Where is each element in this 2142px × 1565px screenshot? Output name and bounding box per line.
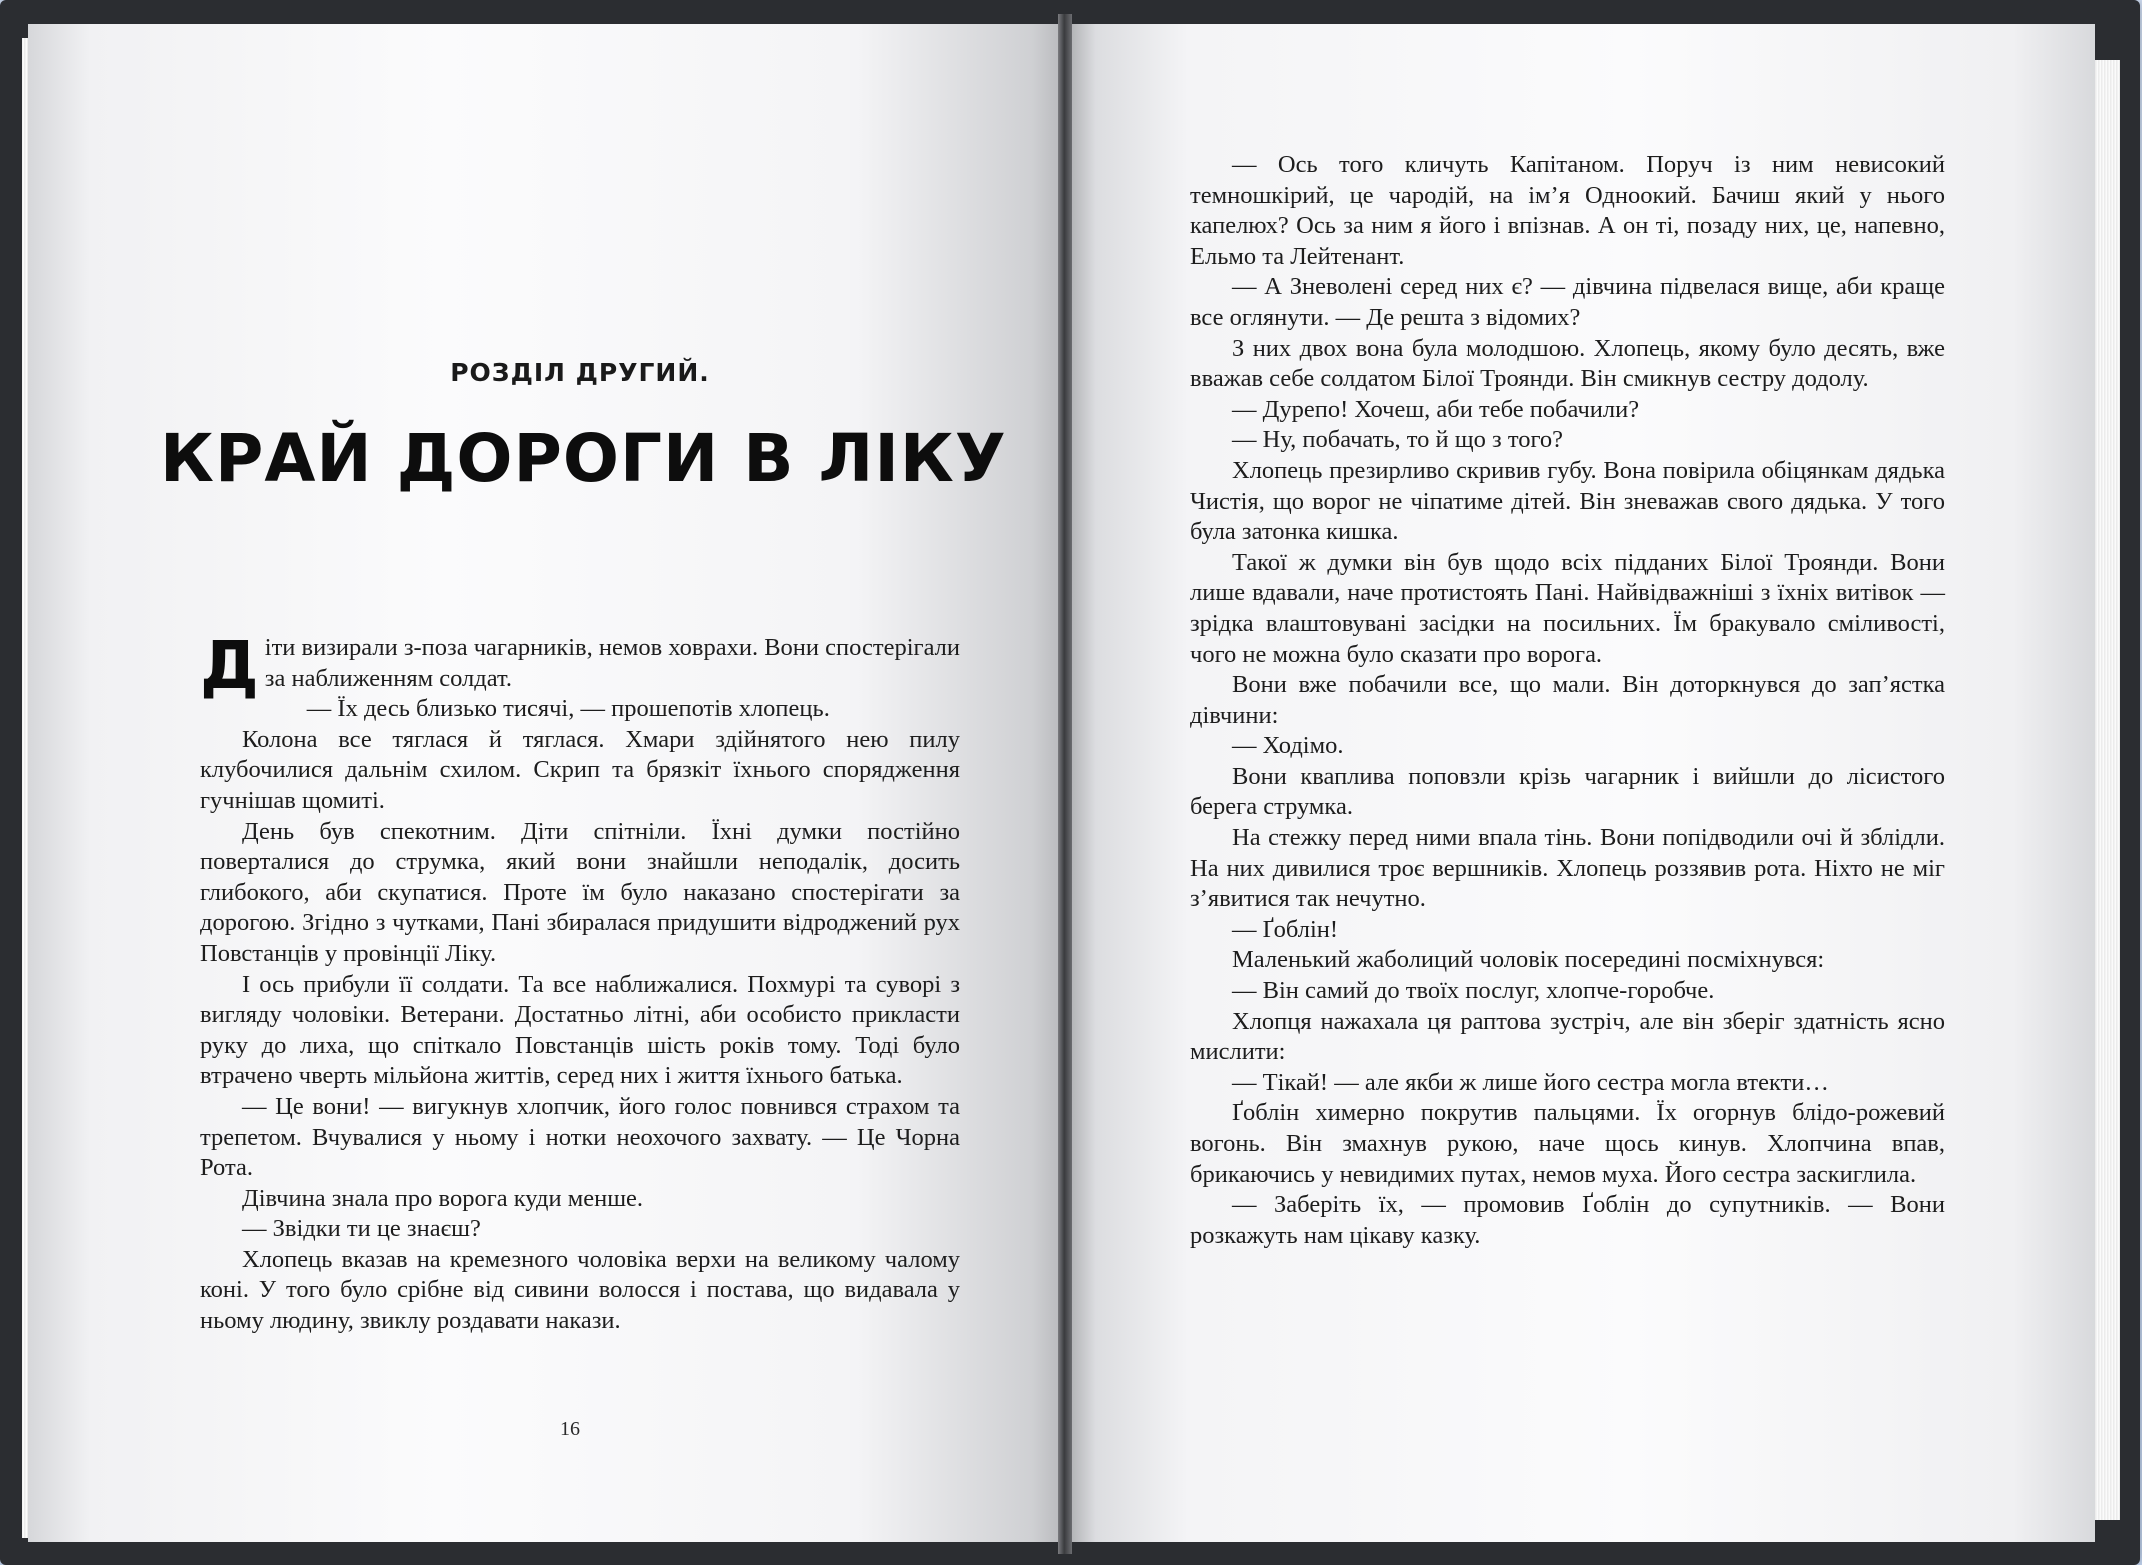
drop-cap: Д [200,627,259,704]
opening-paragraph-text: іти визирали з-поза чагарників, немов ховрахи. Вони спостерігали за наближенням солдат. [264,634,960,692]
paragraph: — Він самий до твоїх послуг, хлопче-горобче. [1232,977,1715,1005]
paragraph: — Ходімо. [1232,732,1344,760]
paragraph: День був спекотним. Діти спітніли. Їхні думки постійно поверталися до струмка, який вони знайшли неподалік, досить глибокого, аби скупатися. Проте їм було наказано спостерігати за дорогою. Згідно з чутками, Пані збиралася придушити відроджений рух Повстанців у провінції Ліку. [200,817,960,967]
paragraph: Хлопець презирливо скривив губу. Вона повірила обіцянкам дядька Чистія, що ворог не чіпатиме дітей. Він зневажав свого дядька. У того була затонка кишка. [1190,456,1945,546]
paragraph: — Дурепо! Хочеш, аби тебе побачили? [1232,395,1640,423]
paragraph: — Тікай! — але якби ж лише його сестра могла втекти… [1232,1068,1829,1096]
book-spine-gutter [1058,14,1072,1554]
paragraph: Колона все тяглася й тяглася. Хмари здійнятого нею пилу клубочилися дальнім схилом. Скрип та брязкіт їхнього спорядження гучнішав щомиті. [200,725,960,814]
paragraph: Такої ж думки він був щодо всіх підданих Білої Троянди. Вони лише вдавали, наче протистоять Пані. Найвідважніші з їхніх витівок — зрідка влаштовувані засідки на посильних. Їм бракувало сміливості, чого не можна було сказати про ворога. [1190,548,1945,668]
paragraph: — Їх десь близько тисячі, — прошепотів хлопець. [306,695,830,723]
paragraph: Дівчина знала про ворога куди менше. [242,1184,644,1212]
paragraph: — Ґоблін! [1232,915,1339,943]
paragraph: І ось прибули її солдати. Та все наближалися. Похмурі та суворі з вигляду чоловіки. Ветерани. Достатньо літні, аби особисто прикласти руку до лиха, що спіткало Повстанців шість років тому. Тоді було втрачено чверть мільйона життів, серед них і життя їхнього батька. [200,970,960,1090]
paragraph: На стежку перед ними впала тінь. Вони попідводили очі й зблідли. На них дивилися троє вершників. Хлопець роззявив рота. Ніхто не міг з’явитися так нечутно. [1190,824,1945,913]
opening-paragraph [200,627,960,704]
right-page-body [1190,150,1945,1251]
paragraph: Маленький жаболиций чоловік посередині посміхнувся: [1232,946,1825,974]
paragraph: З них двох вона була молодшою. Хлопець, якому було десять, вже вважав себе солдатом Білої Троянди. Він смикнув сестру додолу. [1190,334,1945,393]
left-page-body [200,627,960,1337]
paragraph: Вони кваплива поповзли крізь чагарник і вийшли до лісистого берега струмка. [1190,762,1945,821]
paragraph: — Звідки ти це знаєш? [242,1215,481,1243]
paragraph: — Ну, побачать, то й що з того? [1232,426,1564,454]
page-number: 16 [560,1418,580,1440]
paragraph: Ґоблін химерно покрутив пальцями. Їх огорнув блідо-рожевий вогонь. Він змахнув рукою, наче щось кинув. Хлопчина впав, брикаючись у невидимих путах, немов муха. Його сестра заскиглила. [1190,1099,1945,1188]
paragraph: — Заберіть їх, — промовив Ґоблін до супутників. — Вони розкажуть нам цікаву казку. [1190,1191,1945,1249]
chapter-title: КРАЙ ДОРОГИ В ЛІКУ [160,420,1007,497]
chapter-number: РОЗДІЛ ДРУГИЙ. [450,358,710,387]
paragraph: Хлопець вказав на кремезного чоловіка верхи на великому чалому коні. У того було срібне від сивини волосся і постава, що видавала у ньому людину, звиклу роздавати накази. [200,1245,960,1335]
paragraph: — А Зневолені серед них є? — дівчина підвелася вище, аби краще все оглянути. — Де решта з відомих? [1190,273,1945,331]
paragraph: Вони вже побачили все, що мали. Він доторкнувся до зап’ястка дівчини: [1190,671,1945,729]
paragraph: — Ось того кличуть Капітаном. Поруч із ним невисокий темношкірий, це чародій, на ім’я Одноокий. Бачиш який у нього капелюх? Ось за ним я його і впізнав. А он ті, позаду них, це, напевно, Ельмо та Лейтенант. [1190,151,1945,270]
paragraph: — Це вони! — вигукнув хлопчик, його голос повнився страхом та трепетом. Вчувалися у ньому і нотки неохочого захвату. — Це Чорна Рота. [200,1092,960,1182]
paragraph: Хлопця нажахала ця раптова зустріч, але він зберіг здатність ясно мислити: [1190,1007,1945,1066]
